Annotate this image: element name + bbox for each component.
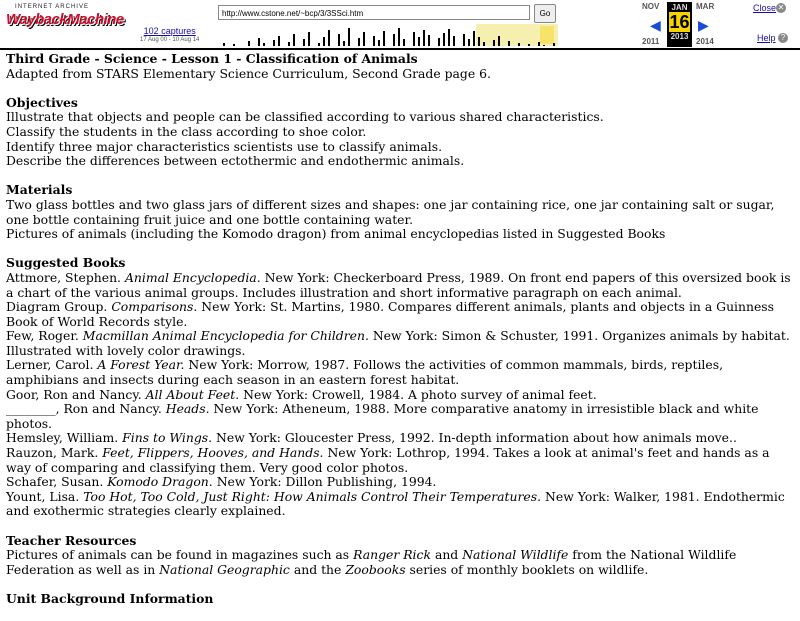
resources-text bbox=[6, 548, 794, 577]
book-entry bbox=[6, 300, 794, 329]
book-author: Yount, Lisa. bbox=[6, 488, 80, 504]
close-link[interactable]: Close bbox=[753, 3, 777, 13]
book-author: Schafer, Susan. bbox=[6, 474, 104, 490]
prev-arrow-icon[interactable]: ◀ bbox=[650, 17, 661, 33]
capture-bar bbox=[473, 31, 475, 46]
capture-bar bbox=[468, 39, 470, 46]
capture-bar bbox=[483, 42, 485, 46]
book-author: Diagram Group. bbox=[6, 299, 108, 315]
material-item: Pictures of animals (including the Komodo dragon) from animal encyclopedias listed in Suggested Books bbox=[6, 226, 666, 242]
materials-section bbox=[6, 183, 794, 241]
book-details: New York: Morrow, 1987. Follows the activities of common mammals, birds, reptiles, amphibians and insects during each season in an eastern forest habitat. bbox=[6, 357, 724, 388]
magazine-title: National Wildlife bbox=[462, 547, 569, 563]
capture-bar bbox=[413, 32, 415, 46]
capture-bar bbox=[358, 38, 360, 46]
book-entry bbox=[6, 490, 794, 519]
capture-bar bbox=[303, 39, 305, 46]
book-title: All About Feet. bbox=[145, 386, 240, 402]
capture-bar bbox=[338, 34, 340, 46]
objective-item: Illustrate that objects and people can be classified according to various shared characteristics. bbox=[6, 109, 604, 125]
book-title: Fins to Wings. bbox=[122, 430, 213, 446]
capture-bar bbox=[363, 32, 365, 46]
capture-bar bbox=[498, 36, 500, 46]
capture-bar bbox=[448, 29, 450, 46]
resources-text-part: from the National Wildlife Federation as well as in bbox=[6, 547, 737, 577]
url-input[interactable]: http://www.cstone.net/~bcp/3/3SSci.htm bbox=[218, 5, 530, 20]
resources-heading: Teacher Resources bbox=[6, 532, 137, 548]
next-arrow-icon[interactable]: ▶ bbox=[698, 17, 709, 33]
book-entry bbox=[6, 475, 794, 490]
capture-bar bbox=[428, 35, 430, 46]
book-title: Feet, Flippers, Hooves, and Hands. bbox=[102, 445, 324, 461]
books-section bbox=[6, 256, 794, 519]
materials-heading: Materials bbox=[6, 182, 73, 198]
current-day: 16 bbox=[669, 12, 690, 32]
capture-bar bbox=[383, 31, 385, 46]
book-details: New York: Simon & Schuster, 1991. Organizes animals by habitat. Illustrated with lovely color drawings. bbox=[6, 328, 790, 358]
book-entry bbox=[6, 358, 794, 387]
capture-bar bbox=[538, 42, 540, 46]
resources-text-part: and bbox=[434, 547, 459, 563]
book-title: Heads. bbox=[165, 401, 210, 417]
help-link[interactable]: Help bbox=[757, 33, 776, 43]
objective-item: Identify three major characteristics scientists use to classify animals. bbox=[6, 138, 443, 154]
book-title: Too Hot, Too Cold, Just Right: How Animals Control Their Temperatures. bbox=[83, 488, 542, 504]
page-content bbox=[6, 52, 794, 621]
magazine-title: National Geographic bbox=[159, 561, 290, 577]
capture-bar bbox=[318, 43, 320, 46]
background-section bbox=[6, 592, 794, 607]
book-title: Macmillan Animal Encyclopedia for Children. bbox=[82, 328, 369, 344]
book-entry bbox=[6, 431, 794, 446]
capture-bar bbox=[438, 38, 440, 46]
resources-section bbox=[6, 534, 794, 578]
go-button[interactable]: Go bbox=[534, 4, 556, 23]
capture-bar bbox=[508, 41, 510, 46]
capture-bar bbox=[453, 36, 455, 46]
page-title: Third Grade - Science - Lesson 1 - Classification of Animals bbox=[6, 51, 418, 66]
book-title: Komodo Dragon. bbox=[107, 474, 213, 490]
book-details: New York: Gloucester Press, 1992. In-depth information about how animals move.. bbox=[216, 430, 737, 446]
book-author: Few, Roger. bbox=[6, 328, 79, 344]
book-author: Goor, Ron and Nancy. bbox=[6, 386, 142, 402]
next-month-label[interactable]: MAR bbox=[696, 2, 715, 11]
book-entry bbox=[6, 388, 794, 403]
capture-bar bbox=[518, 43, 520, 46]
capture-bar bbox=[278, 36, 280, 46]
capture-bar bbox=[418, 37, 420, 46]
material-item: Two glass bottles and two glass jars of different sizes and shapes: one jar containing rice, one jar containing salt or sugar, one bottle containing fruit juice and one bottle containing water. bbox=[6, 196, 775, 227]
book-details: New York: Crowell, 1984. A photo survey of animal feet. bbox=[243, 386, 597, 402]
capture-bar bbox=[328, 30, 330, 46]
book-title: Animal Encyclopedia. bbox=[124, 269, 261, 285]
capture-bar bbox=[343, 41, 345, 46]
capture-bar bbox=[248, 41, 250, 46]
capture-bar bbox=[273, 40, 275, 46]
capture-bar bbox=[293, 34, 295, 46]
book-details: New York: Walker, 1981. Endothermic and exothermic strategies clearly explained. bbox=[6, 488, 785, 519]
resources-text-part: series of monthly booklets on wildlife. bbox=[409, 561, 649, 577]
capture-bar bbox=[403, 39, 405, 46]
logo-top-text: INTERNET ARCHIVE bbox=[15, 4, 89, 10]
objective-item: Classify the students in the class according to shoe color. bbox=[6, 123, 367, 139]
book-title: A Forest Year. bbox=[97, 357, 185, 373]
captures-info bbox=[140, 26, 199, 43]
book-author: Hemsley, William. bbox=[6, 430, 119, 446]
capture-bar bbox=[478, 37, 480, 46]
book-author: Lerner, Carol. bbox=[6, 357, 94, 373]
book-entry bbox=[6, 329, 794, 358]
month-navigator bbox=[640, 2, 720, 46]
wayback-logo[interactable] bbox=[6, 4, 124, 44]
next-year-label[interactable]: 2014 bbox=[696, 37, 714, 46]
close-icon[interactable]: ✕ bbox=[777, 3, 785, 12]
capture-sparkline[interactable] bbox=[218, 24, 558, 46]
book-entry bbox=[6, 271, 794, 300]
book-entry bbox=[6, 402, 794, 431]
capture-bar bbox=[288, 42, 290, 46]
book-details: New York: Checkerboard Press, 1989. On front end papers of this oversized book is a chart of the various animal groups. Includes illustration and short informative paragraph on each animal. bbox=[6, 269, 791, 300]
resources-text-part: and the bbox=[293, 561, 342, 577]
magazine-title: Zoobooks bbox=[345, 561, 406, 577]
books-heading: Suggested Books bbox=[6, 255, 126, 271]
capture-bar bbox=[493, 40, 495, 46]
book-details: New York: Atheneum, 1988. More comparative anatomy in irresistible black and white photos. bbox=[6, 401, 759, 431]
capture-bar bbox=[398, 28, 400, 46]
objectives-section bbox=[6, 96, 794, 169]
book-author: ________, Ron and Nancy. bbox=[6, 401, 162, 417]
background-heading: Unit Background Information bbox=[6, 590, 214, 606]
current-year: 2013 bbox=[670, 32, 689, 41]
help-icon[interactable]: ? bbox=[778, 33, 788, 43]
capture-bar bbox=[308, 32, 310, 46]
book-author: Attmore, Stephen. bbox=[6, 269, 121, 285]
capture-bar bbox=[263, 43, 265, 46]
capture-bar bbox=[223, 43, 225, 46]
capture-bar bbox=[348, 28, 350, 46]
book-entry bbox=[6, 446, 794, 475]
logo-main-text: WaybackMachine bbox=[6, 11, 124, 28]
page-subtitle: Adapted from STARS Elementary Science Curriculum, Second Grade page 6. bbox=[6, 65, 491, 81]
book-details: New York: Dillon Publishing, 1994. bbox=[216, 474, 437, 490]
capture-bar bbox=[373, 36, 375, 46]
capture-bar bbox=[258, 38, 260, 46]
book-author: Rauzon, Mark. bbox=[6, 445, 99, 461]
capture-range: 17 Aug 00 - 10 Aug 14 bbox=[140, 37, 200, 43]
capture-bar bbox=[443, 33, 445, 46]
current-month: JAN bbox=[671, 3, 688, 12]
objective-item: Describe the differences between ectothermic and endothermic animals. bbox=[6, 153, 465, 169]
magazine-title: Ranger Rick bbox=[353, 547, 431, 563]
book-details: New York: Lothrop, 1994. Takes a look at animal's feet and hands as a way of comparing and classifying them. Very good color photos. bbox=[6, 445, 770, 475]
book-details: New York: St. Martins, 1980. Compares different animals, plants and objects in a Guinness Book of World Records style. bbox=[6, 299, 775, 329]
wayback-toolbar bbox=[0, 0, 800, 50]
capture-bar bbox=[423, 30, 425, 46]
resources-text-part: Pictures of animals can be found in magazines such as bbox=[6, 547, 350, 563]
prev-year-label[interactable]: 2011 bbox=[642, 37, 660, 46]
capture-bar bbox=[323, 37, 325, 46]
capture-bar bbox=[463, 34, 465, 46]
book-title: Comparisons. bbox=[111, 299, 198, 315]
capture-bar bbox=[233, 44, 235, 46]
capture-bar bbox=[528, 44, 530, 46]
capture-bar bbox=[543, 45, 545, 46]
current-date bbox=[667, 2, 692, 47]
capture-bar bbox=[553, 43, 555, 46]
capture-bar bbox=[378, 40, 380, 46]
captures-link[interactable]: 102 captures bbox=[143, 26, 196, 36]
objectives-heading: Objectives bbox=[6, 94, 78, 110]
prev-month-label[interactable]: NOV bbox=[642, 2, 660, 11]
capture-bar bbox=[393, 34, 395, 46]
